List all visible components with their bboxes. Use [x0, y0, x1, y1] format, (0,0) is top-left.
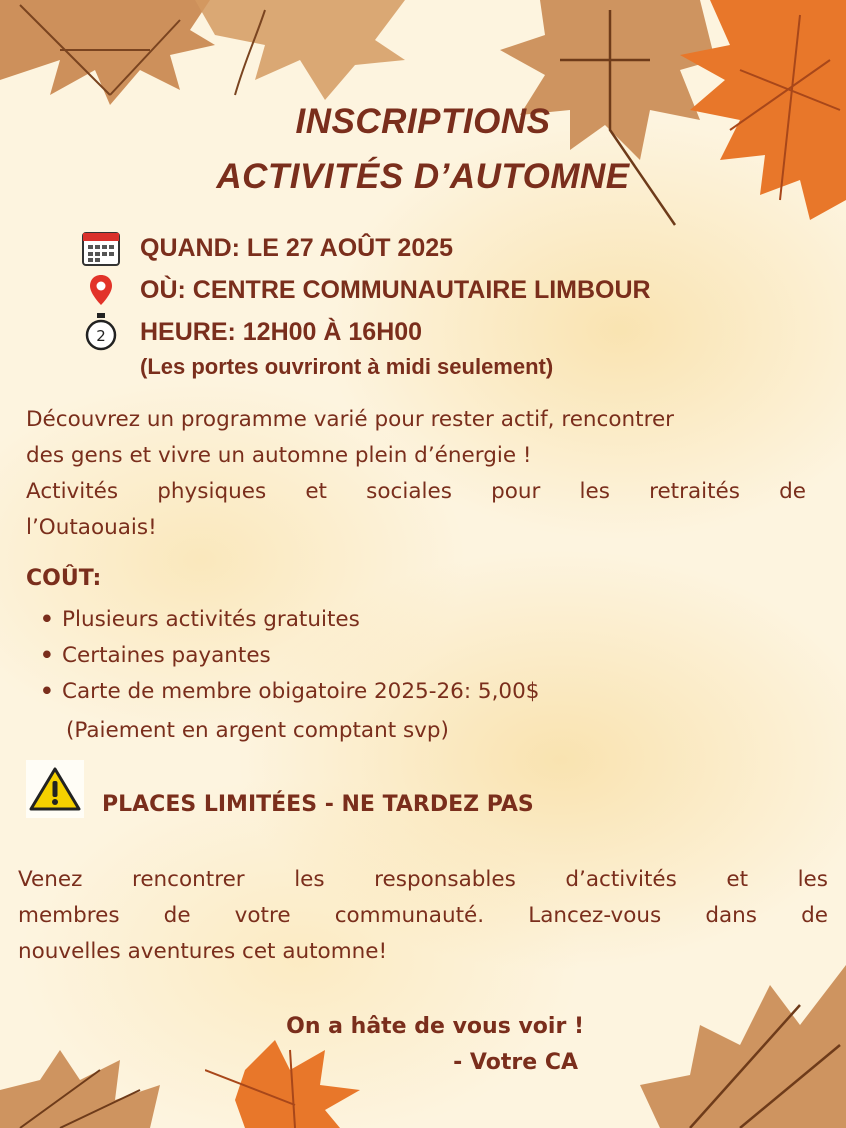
cost-list: [40, 602, 539, 710]
svg-text:2: 2: [96, 327, 106, 345]
cost-item-text: Certaines payantes: [62, 643, 271, 668]
intro-line: Activités physiques et sociales pour les retraités de: [26, 479, 806, 504]
warning-icon: [26, 760, 84, 818]
signature: - Votre CA: [453, 1050, 578, 1075]
stopwatch-icon: [80, 312, 122, 352]
warning-text: PLACES LIMITÉES - NE TARDEZ PAS: [102, 792, 534, 817]
intro-paragraph: [26, 402, 806, 546]
bullet-icon: •: [40, 643, 54, 668]
when-text: QUAND: LE 27 AOÛT 2025: [140, 233, 454, 262]
intro-line: des gens et vivre un automne plein d’énergie !: [26, 443, 532, 468]
invitation-line: membres de votre communauté. Lancez-vous dans de: [18, 903, 828, 928]
maple-leaf-bottom-left-icon: [0, 1030, 200, 1128]
location-pin-icon: [80, 270, 122, 310]
invitation-line: Venez rencontrer les responsables d’activités et les: [18, 867, 828, 892]
maple-leaf-top-center-icon: [175, 0, 415, 110]
list-item: [40, 674, 539, 710]
calendar-icon: [80, 228, 122, 268]
closing-message: On a hâte de vous voir !: [286, 1014, 584, 1039]
bullet-icon: •: [40, 607, 54, 632]
cost-heading: COÛT:: [26, 566, 102, 591]
detail-row-where: [80, 270, 651, 310]
invitation-line: nouvelles aventures cet automne!: [18, 939, 388, 964]
intro-line: l’Outaouais!: [26, 515, 157, 540]
list-item: [40, 602, 539, 638]
time-text: HEURE: 12H00 À 16H00: [140, 317, 423, 346]
invitation-paragraph: [18, 862, 828, 970]
maple-leaf-bottom-center-icon: [205, 1030, 365, 1128]
cost-item-text: Plusieurs activités gratuites: [62, 607, 360, 632]
title-line-2: ACTIVITÉS D’AUTOMNE: [216, 157, 630, 196]
where-text: OÙ: CENTRE COMMUNAUTAIRE LIMBOUR: [140, 275, 651, 304]
maple-leaf-bottom-right-icon: [600, 965, 846, 1128]
list-item: [40, 638, 539, 674]
intro-line: Découvrez un programme varié pour rester actif, rencontrer: [26, 407, 675, 432]
detail-row-time: [80, 312, 422, 352]
title-line-1: INSCRIPTIONS: [295, 102, 551, 141]
payment-note: (Paiement en argent comptant svp): [66, 718, 449, 743]
detail-row-when: [80, 228, 453, 268]
cost-item-text: Carte de membre obigatoire 2025-26: 5,00$: [62, 679, 540, 704]
doors-note: (Les portes ouvriront à midi seulement): [140, 354, 554, 379]
bullet-icon: •: [40, 679, 54, 704]
